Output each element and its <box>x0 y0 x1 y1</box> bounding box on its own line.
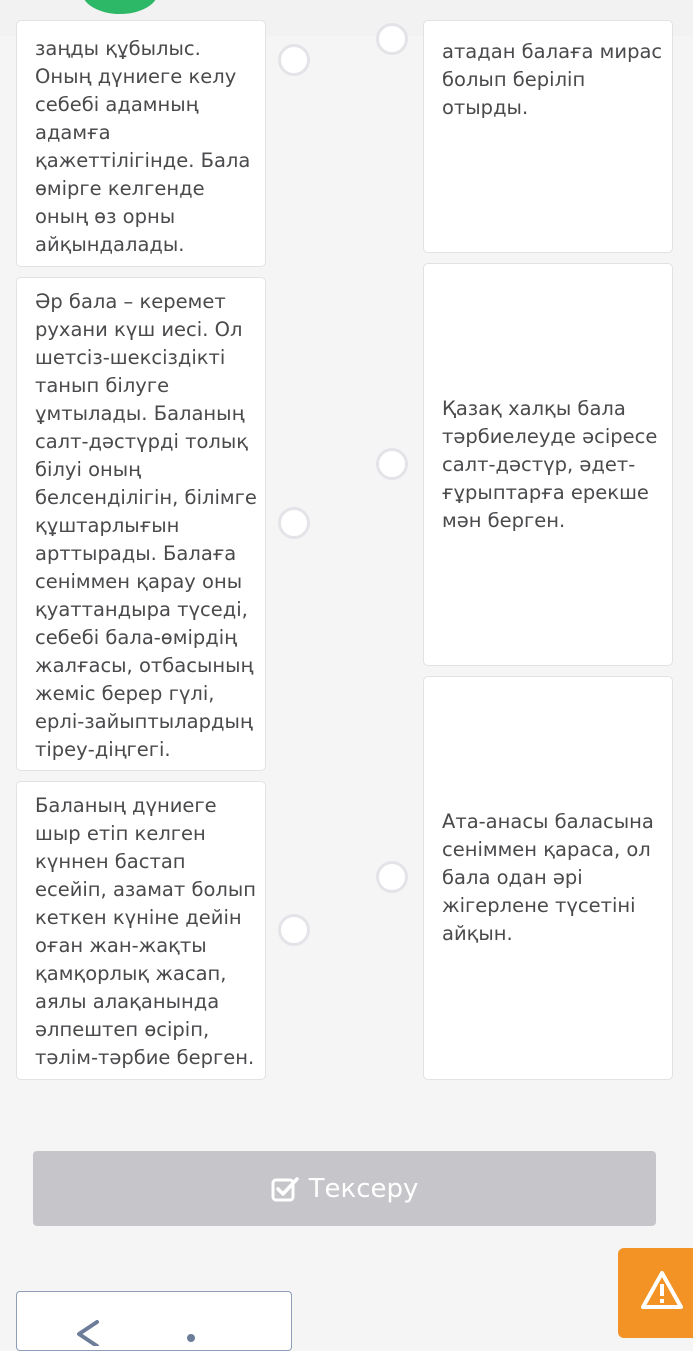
left-card-3[interactable] <box>16 781 266 1080</box>
right-card-2-text: Қазақ халқы бала тәрбиелеуде әсіресе салт-дәстүр, әдет- ғұрыптарға ерекше мән берген. <box>442 396 658 532</box>
arrow-left-icon <box>69 1314 209 1351</box>
left-card-3-text: Баланың дүниеге шыр етіп келген күннен бастап есейіп, азамат болып кеткен күніне дейін оған жан-жақты қамқорлық жасап, аялы алақанында әлпештеп өсіріп, тәлім-тәрбие берген. <box>35 794 257 1069</box>
left-connector-radio-2[interactable] <box>278 507 310 539</box>
left-connector-radio-1[interactable] <box>278 44 310 76</box>
left-card-1[interactable] <box>16 20 266 267</box>
right-connector-radio-1[interactable] <box>376 23 408 55</box>
progress-badge <box>82 0 158 14</box>
check-button[interactable] <box>33 1151 656 1226</box>
right-connector-radio-3[interactable] <box>376 861 408 893</box>
check-button-label: Тексеру <box>308 1173 419 1204</box>
report-button[interactable] <box>618 1248 693 1338</box>
right-connector-radio-2[interactable] <box>376 448 408 480</box>
back-button[interactable] <box>16 1291 292 1351</box>
right-card-2[interactable] <box>423 263 673 666</box>
left-connector-radio-3[interactable] <box>278 914 310 946</box>
left-card-2[interactable] <box>16 277 266 771</box>
left-card-1-text: заңды құбылыс. Оның дүниеге келу себебі адамның адамға қажеттілігінде. Бала өмірге келгенде оның өз орны айқындалады. <box>35 37 251 256</box>
right-card-1[interactable] <box>423 20 673 253</box>
warning-triangle-icon <box>640 1270 684 1313</box>
checkbox-check-icon <box>271 1176 299 1202</box>
right-card-1-text: атадан балаға мирас болып беріліп отырды. <box>442 40 663 119</box>
left-card-2-text: Әр бала – керемет рухани күш иесі. Ол шетсіз-шексіздікті танып білуге ұмтылады. Баланың салт-дәстүрді толық білуі оның белсенділігін, білімге құштарлығын арттырады. Балаға сеніммен қарау оны қуаттандыра түседі, себебі бала-өмірдің жалғасы, отбасының жеміс берер гүлі, ерлі-зайыптылардың тіреу-діңгегі. <box>35 290 257 761</box>
right-card-3-text: Ата-анасы баласына сеніммен қараса, ол бала одан әрі жігерлене түсетіні айқын. <box>442 810 654 945</box>
right-card-3[interactable] <box>423 676 673 1080</box>
